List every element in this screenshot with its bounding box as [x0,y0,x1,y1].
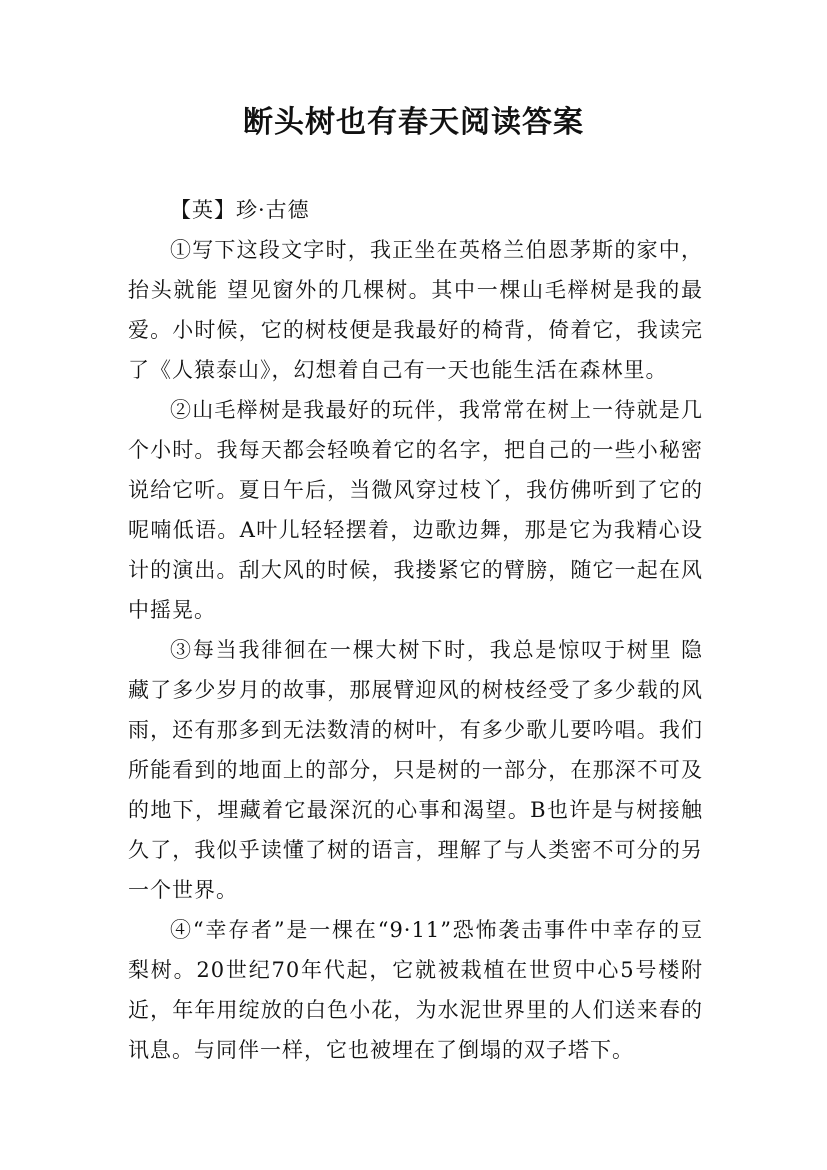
paragraph-4: ④“幸存者”是一棵在“9·11”恐怖袭击事件中幸存的豆梨树。20世纪70年代起，它就被栽植在世贸中心5号楼附近，年年用绽放的白色小花，为水泥世界里的人们送来春的讯息。与同伴一样，它也被埋在了倒塌的双子塔下。 [128,918,703,1062]
paragraph-1: ①写下这段文字时，我正坐在英格兰伯恩茅斯的家中，抬头就能 望见窗外的几棵树。其中一棵山毛榉树是我的最爱。小时候，它的树枝便是我最好的椅背，倚着它，我读完了《人猿泰山》，幻想着自己有一天也能生活在森林里。 [128,238,703,382]
document-title: 断头树也有春天阅读答案 [243,105,584,140]
paragraph-3: ③每当我徘徊在一棵大树下时，我总是惊叹于树里 隐藏了多少岁月的故事，那展臂迎风的树枝经受了多少载的风雨，还有那多到无法数清的树叶，有多少歌儿要吟唱。我们所能看到的地面上的部分，只是树的一部分，在那深不可及的地下，埋藏着它最深沉的心事和渴望。B也许是与树接触久了，我似乎读懂了树的语言，理解了与人类密不可分的另一个世界。 [128,638,703,902]
paragraph-2: ②山毛榉树是我最好的玩伴，我常常在树上一待就是几个小时。我每天都会轻唤着它的名字，把自己的一些小秘密说给它听。夏日午后，当微风穿过枝丫，我仿佛听到了它的呢喃低语。A叶儿轻轻摆着，边歌边舞，那是它为我精心设计的演出。刮大风的时候，我搂紧它的臂膀，随它一起在风中摇晃。 [128,398,703,622]
article-body [128,190,703,1070]
author-line: 【英】珍·古德 [170,198,310,222]
